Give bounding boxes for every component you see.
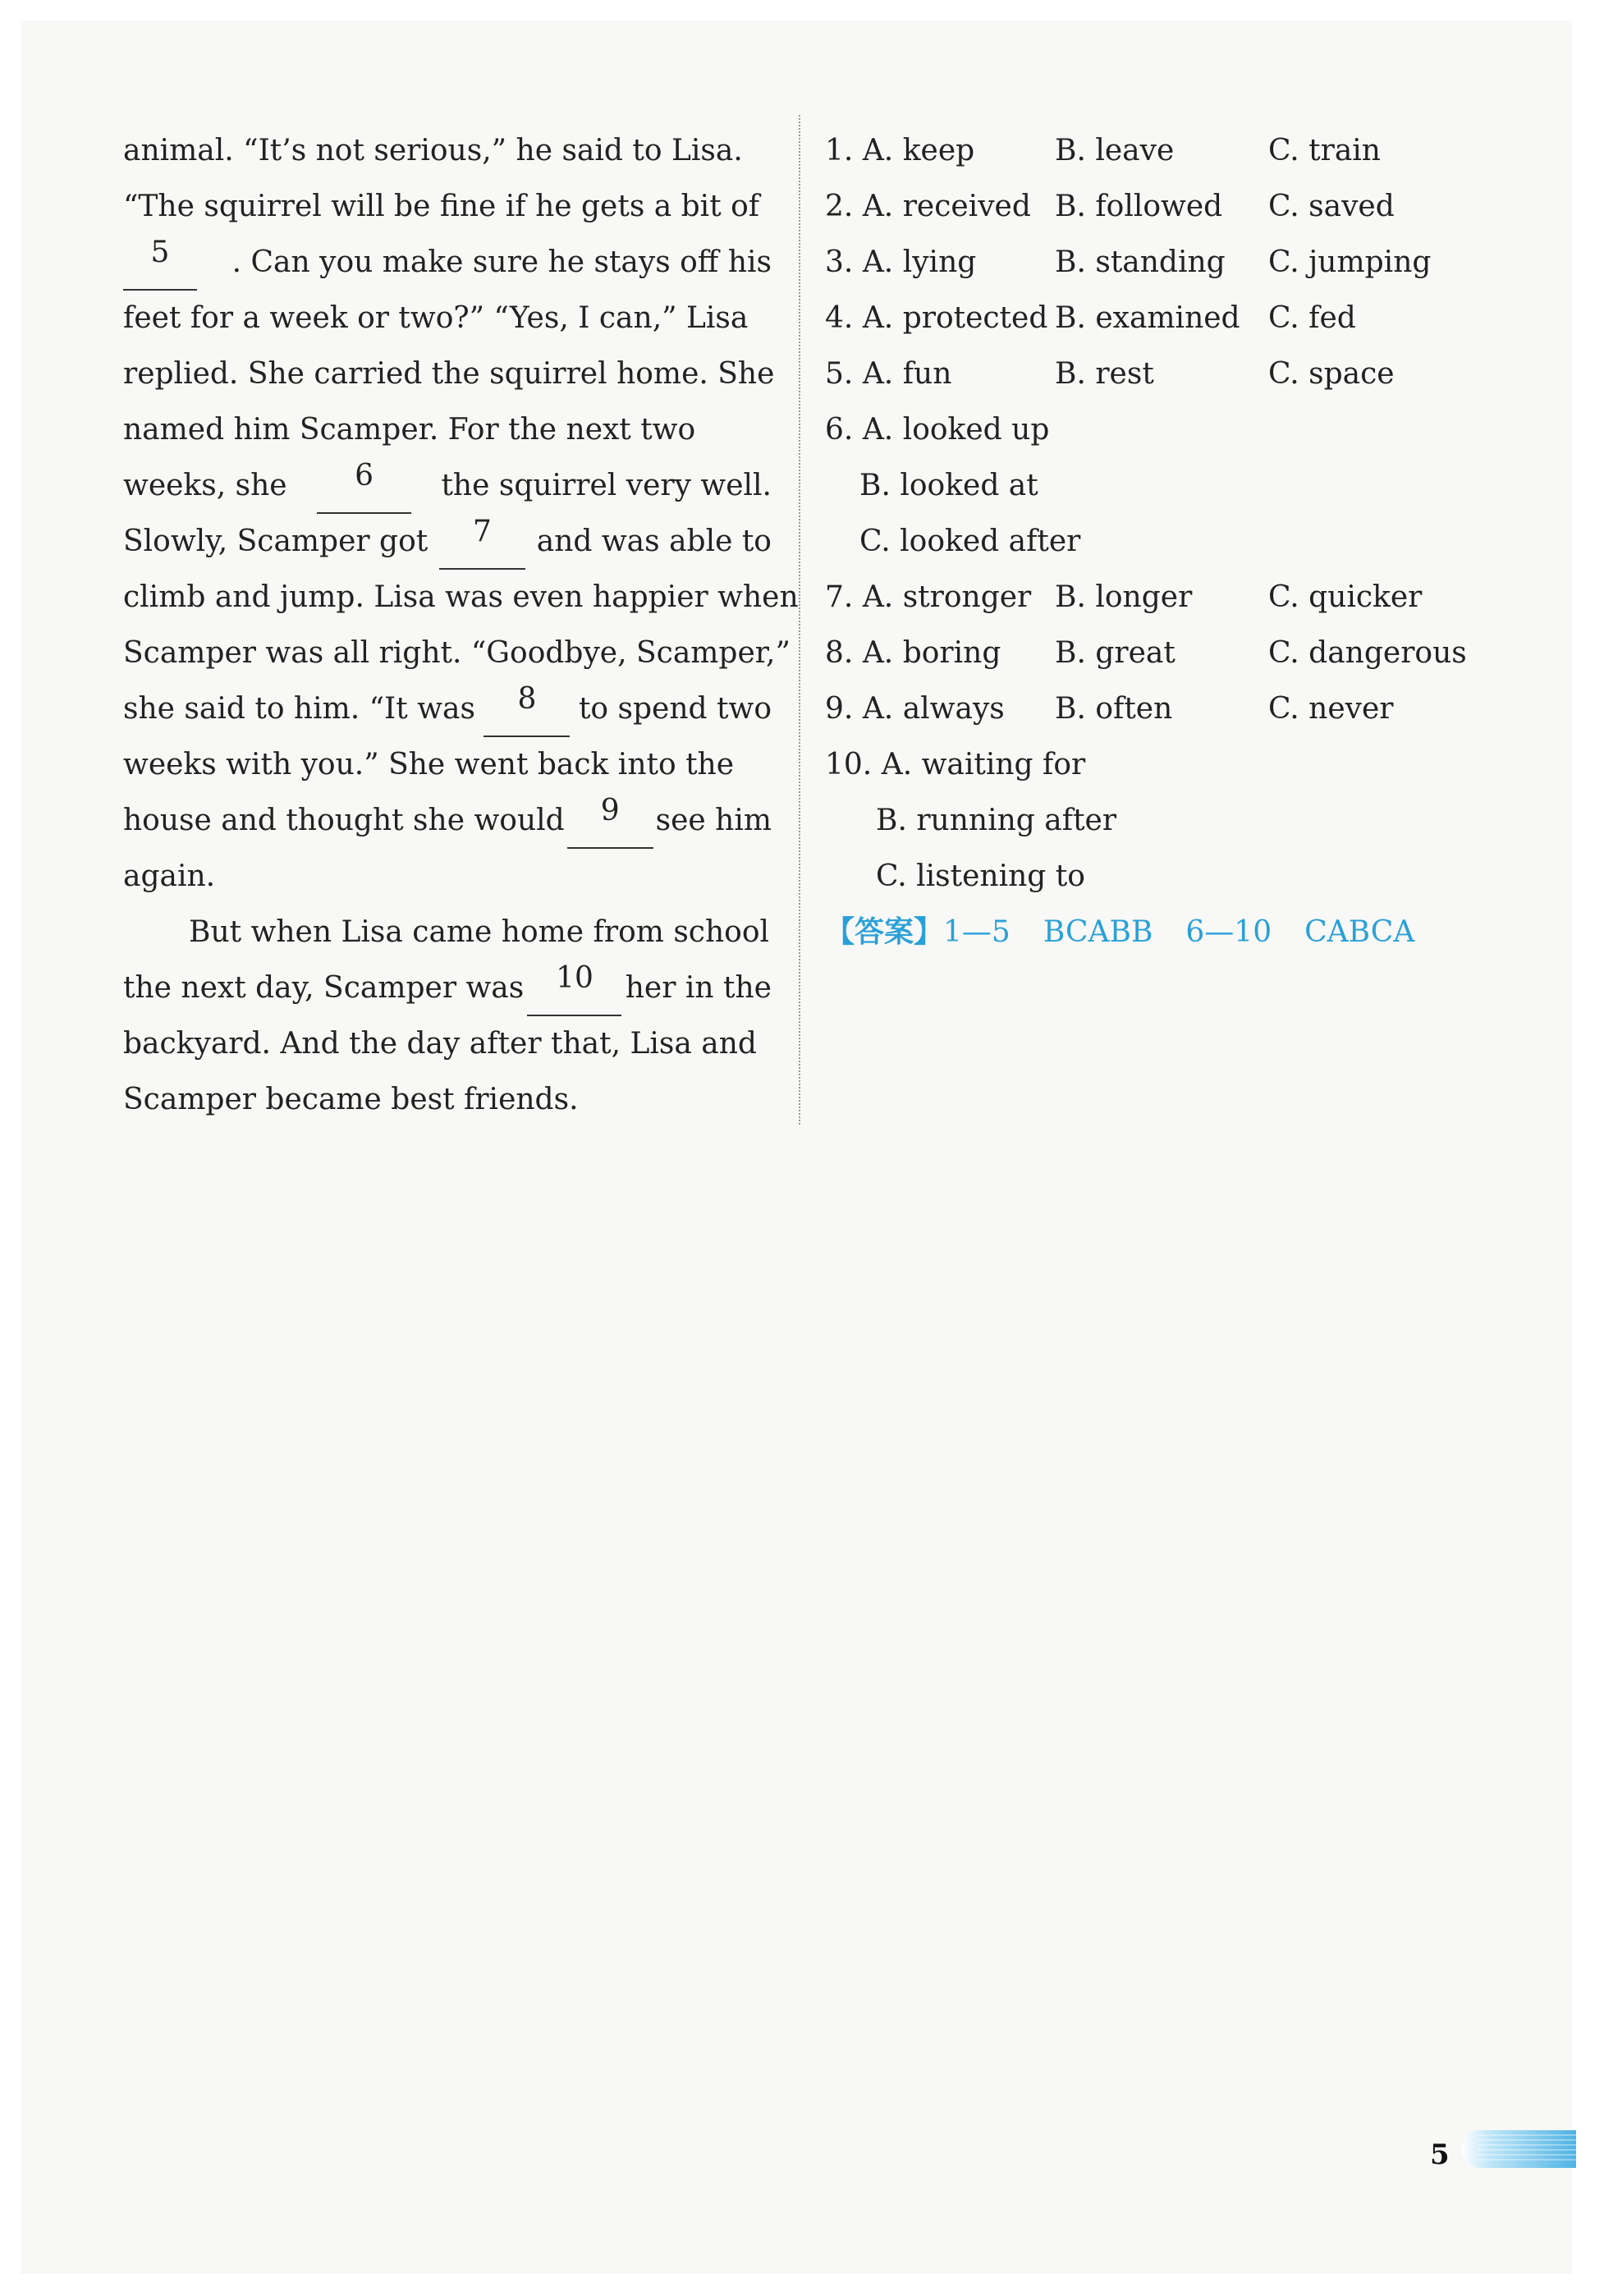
passage-line-1: animal. “It’s not serious,” he said to Lisa.: [123, 134, 743, 167]
question-8: 8. A. boring B. great C. dangerous: [825, 636, 1467, 670]
passage-line-10: Scamper was all right. “Goodbye, Scamper,”: [123, 636, 791, 670]
question-list: [825, 123, 1515, 960]
question-6: 6. A. looked up: [825, 413, 1050, 447]
page-tab-stripes: [1478, 2134, 1576, 2164]
passage-line-3: 5 . Can you make sure he stays off his: [123, 235, 772, 291]
question-10-option-b: B. running after: [876, 804, 1117, 837]
passage-line-5: replied. She carried the squirrel home. She: [123, 357, 775, 391]
question-4: 4. A. protected B. examined C. fed: [825, 301, 1356, 335]
question-1: 1. A. keep B. leave C. train: [825, 134, 1381, 167]
question-3: 3. A. lying B. standing C. jumping: [825, 245, 1432, 279]
question-5: 5. A. fun B. rest C. space: [825, 357, 1395, 391]
passage: [123, 123, 799, 1128]
question-10-option-c: C. listening to: [876, 859, 1085, 893]
passage-line-14: again.: [123, 859, 216, 893]
blank-8: 8: [483, 681, 570, 737]
passage-line-4: feet for a week or two?” “Yes, I can,” Lisa: [123, 301, 749, 335]
blank-6: 6: [317, 458, 411, 514]
passage-line-13: house and thought she would 9 see him: [123, 793, 772, 849]
column-divider: [799, 115, 800, 1125]
blank-5: 5: [123, 235, 197, 291]
answer-tag: 【答案】: [825, 915, 944, 949]
passage-line-7: weeks, she 6 the squirrel very well.: [123, 458, 772, 514]
passage-line-11: she said to him. “It was 8 to spend two: [123, 681, 772, 737]
page-number: 5: [1430, 2138, 1450, 2171]
passage-line-9: climb and jump. Lisa was even happier when: [123, 580, 799, 614]
passage-line-8: Slowly, Scamper got 7 and was able to: [123, 514, 772, 570]
blank-10: 10: [527, 960, 621, 1016]
blank-9: 9: [567, 793, 653, 849]
question-7: 7. A. stronger B. longer C. quicker: [825, 580, 1423, 614]
question-6-option-b: B. looked at: [859, 469, 1038, 502]
question-9: 9. A. always B. often C. never: [825, 692, 1394, 726]
blank-7: 7: [439, 514, 525, 570]
passage-line-6: named him Scamper. For the next two: [123, 413, 696, 447]
passage-line-15: But when Lisa came home from school: [189, 915, 770, 949]
passage-line-18: Scamper became best friends.: [123, 1083, 579, 1116]
question-6-option-c: C. looked after: [859, 525, 1081, 558]
question-10: 10. A. waiting for: [825, 748, 1086, 781]
answer-key: 【答案】1—5 BCABB 6—10 CABCA: [825, 915, 1415, 949]
passage-line-12: weeks with you.” She went back into the: [123, 748, 735, 781]
passage-line-2: “The squirrel will be fine if he gets a bit of: [123, 190, 760, 223]
passage-line-17: backyard. And the day after that, Lisa and: [123, 1027, 757, 1061]
passage-line-16: the next day, Scamper was 10 her in the: [123, 960, 772, 1016]
question-2: 2. A. received B. followed C. saved: [825, 190, 1395, 223]
